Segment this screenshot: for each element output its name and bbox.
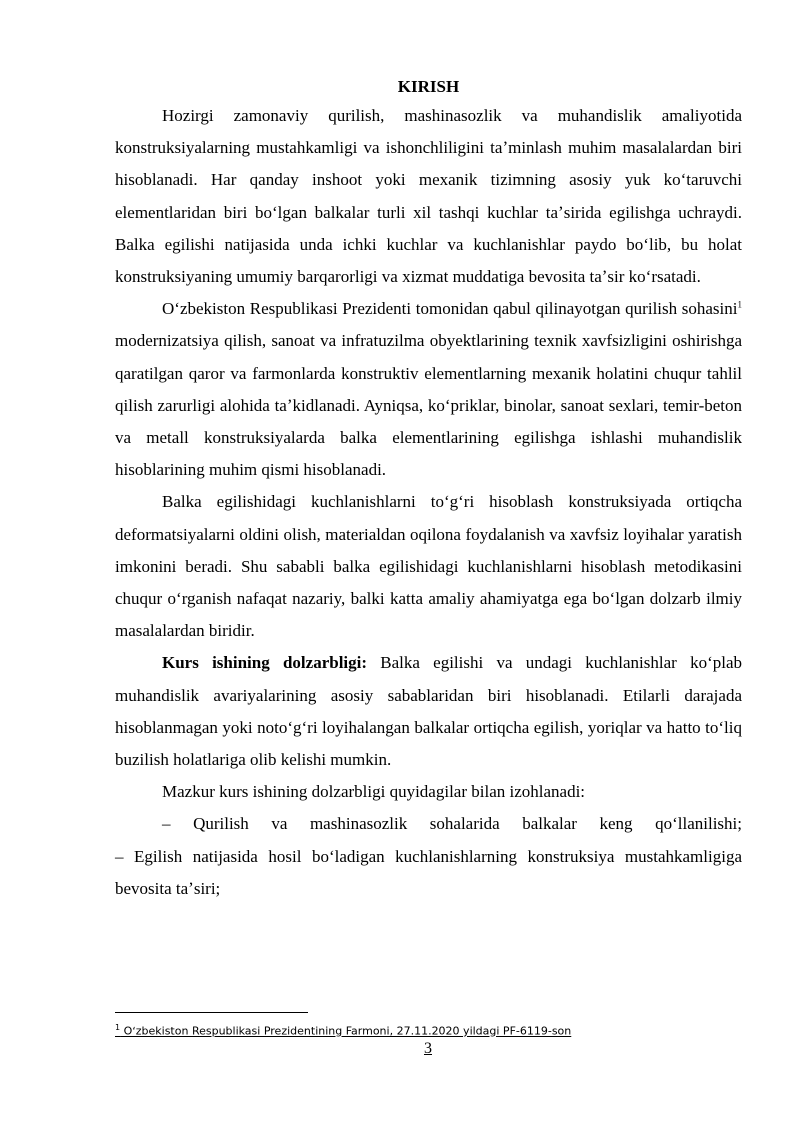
relevance-heading: Kurs ishining dolzarbligi: [162,653,368,673]
paragraph-calculation: Balka egilishidagi kuchlanishlarni toʻgʻri hisoblash konstruksiyada ortiqcha deformatsiyalarni oldini olish, materialdan oqilona foydalanish va xavfsiz loyihalar yaratish imkonini beradi. Shu sababli balka egilishidagi kuchlanishlarni hisoblash metodikasini chuqur oʻrganish nafaqat nazariy, balki katta amaliy ahamiyatga ega boʻlgan dolzarb ilmiy masalalardan biridir. [115,492,742,641]
footnote-reference[interactable]: 1 [737,299,742,310]
paragraph-relevance [115,647,742,776]
footnote [115,1020,571,1040]
paragraph-text: modernizatsiya qilish, sanoat va infratuzilma obyektlarining texnik xavfsizligini oshirishga qaratilgan qaror va farmonlarda konstruktiv elementlarning mexanik holatini chuqur tahlil qilish zarurligi alohida taʼkidlanadi. Ayniqsa, koʻpriklar, binolar, sanoat sexlari, temir-beton va metall konstruksiyalarda balka elementlarining egilishga ishlashi muhandislik hisoblarining muhim qismi hisoblanadi. [115,331,742,480]
paragraph-text: Balka egilishi va undagi kuchlanishlar koʻplab muhandislik avariyalarining asosiy sabablaridan biri hisoblanadi. Etilarli darajada hisoblanmagan yoki notoʻgʻri loyihalangan balkalar ortiqcha egilish, yoriqlar va hatto toʻliq buzilish holatlariga olib kelishi mumkin. [115,653,742,770]
footnote-mark: 1 [115,1023,121,1032]
paragraph-text: Oʻzbekiston Respublikasi Prezidenti tomonidan qabul qilinayotgan qurilish sohasini [162,299,738,319]
footnote-separator [115,1012,308,1013]
page-number: 3 [424,1040,432,1057]
section-title: KIRISH [397,77,460,96]
paragraph-intro: Hozirgi zamonaviy qurilish, mashinasozlik va muhandislik amaliyotida konstruksiyalarning mustahkamligi va ishonchliligini taʼminlash muhim masalalardan biri hisoblanadi. Har qanday inshoot yoki mexanik tizimning asosiy yuk koʻtaruvchi elementlaridan biri boʻlgan balkalar turli xil tashqi kuchlar taʼsirida egilishga uchraydi. Balka egilishi natijasida unda ichki kuchlar va kuchlanishlar paydo boʻlib, bu holat konstruksiyaning umumiy barqarorligi va xizmat muddatiga bevosita taʼsir koʻrsatadi. [115,106,742,287]
paragraph-decree [115,293,742,486]
document-body [115,74,742,905]
list-item: – Qurilish va mashinasozlik sohalarida balkalar keng qoʻllanilishi; [162,814,742,834]
list-item: – Egilish natijasida hosil boʻladigan kuchlanishlarning konstruksiya mustahkamligiga bevosita taʼsiri; [115,846,742,898]
paragraph-list-intro: Mazkur kurs ishining dolzarbligi quyidagilar bilan izohlanadi: [162,782,586,802]
footnote-text: Oʻzbekiston Respublikasi Prezidentining Farmoni, 27.11.2020 yildagi PF-6119-son [120,1024,572,1038]
